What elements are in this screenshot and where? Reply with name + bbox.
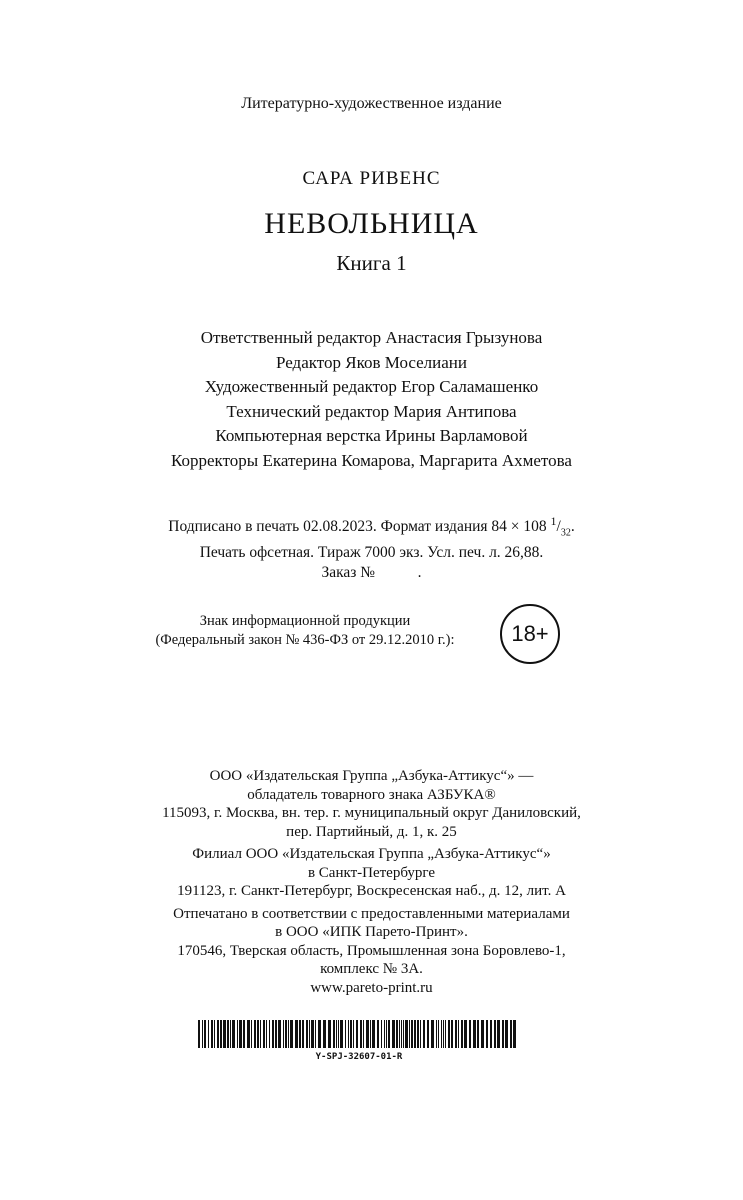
author-name: САРА РИВЕНС (302, 168, 441, 189)
publisher-line: пер. Партийный, д. 1, к. 25 (286, 823, 457, 840)
info-sign-text (120, 612, 490, 650)
info-sign-line-1: Знак информационной продукции (199, 613, 411, 629)
order-label: Заказ № (321, 564, 376, 582)
format-fraction-denominator: 32 (560, 527, 571, 539)
credit-line: Технический редактор Мария Антипова (226, 401, 517, 421)
format-fraction-numerator: 1 (550, 514, 557, 528)
printer-line: 170546, Тверская область, Промышленная зона Боровлево-1, (177, 942, 566, 959)
publisher-line: обладатель товарного знака АЗБУКА® (247, 786, 496, 803)
credit-line: Компьютерная верстка Ирины Варламовой (215, 426, 528, 446)
genre-line: Литературно-художественное издание (241, 95, 502, 112)
print-line-1-end: . (570, 518, 575, 536)
print-format: Подписано в печать 02.08.2023. Формат издания 84 × 108 (168, 518, 547, 536)
branch-line: 191123, г. Санкт-Петербург, Воскресенская наб., д. 12, лит. А (177, 883, 566, 899)
info-sign-line-2: (Федеральный закон № 436-ФЗ от 29.12.2010 г.): (155, 632, 455, 648)
printer-website: www.pareto-print.ru (310, 979, 433, 996)
credit-line: Корректоры Екатерина Комарова, Маргарита Ахметова (171, 450, 572, 470)
age-rating-badge: 18+ (500, 604, 560, 664)
book-volume: Книга 1 (336, 251, 407, 275)
print-line-2: Печать офсетная. Тираж 7000 экз. Усл. печ. л. 26,88. (199, 544, 544, 562)
credit-line: Редактор Яков Моселиани (276, 352, 467, 372)
branch-line: в Санкт-Петербурге (307, 864, 436, 881)
order-end: . (417, 564, 422, 582)
publisher-block (0, 767, 743, 997)
barcode-image (198, 1020, 520, 1048)
barcode-code: Y-SPJ-32607-01-R (315, 1052, 403, 1062)
printer-line: в ООО «ИПК Парето-Принт». (275, 924, 468, 940)
branch-line: Филиал ООО «Издательская Группа „Азбука-Аттикус“» (192, 846, 551, 862)
printer-line: комплекс № 3А. (320, 961, 423, 977)
printer-line: Отпечатано в соответствии с предоставленными материалами (173, 905, 570, 922)
credits-block (0, 326, 743, 474)
book-title: НЕВОЛЬНИЦА (264, 207, 479, 240)
print-line-1: Подписано в печать 02.08.2023. Формат издания 84 × 108 $^1/_{32}$. (168, 514, 575, 539)
print-info (0, 511, 743, 583)
publisher-line: 115093, г. Москва, вн. тер. г. муниципальный округ Даниловский, (162, 805, 581, 821)
credit-line: Ответственный редактор Анастасия Грызунова (200, 328, 543, 347)
publisher-line: ООО «Издательская Группа „Азбука-Аттикус“» — (209, 768, 534, 784)
credit-line: Художественный редактор Егор Саламашенко (204, 377, 539, 397)
print-line-3 (0, 563, 743, 583)
